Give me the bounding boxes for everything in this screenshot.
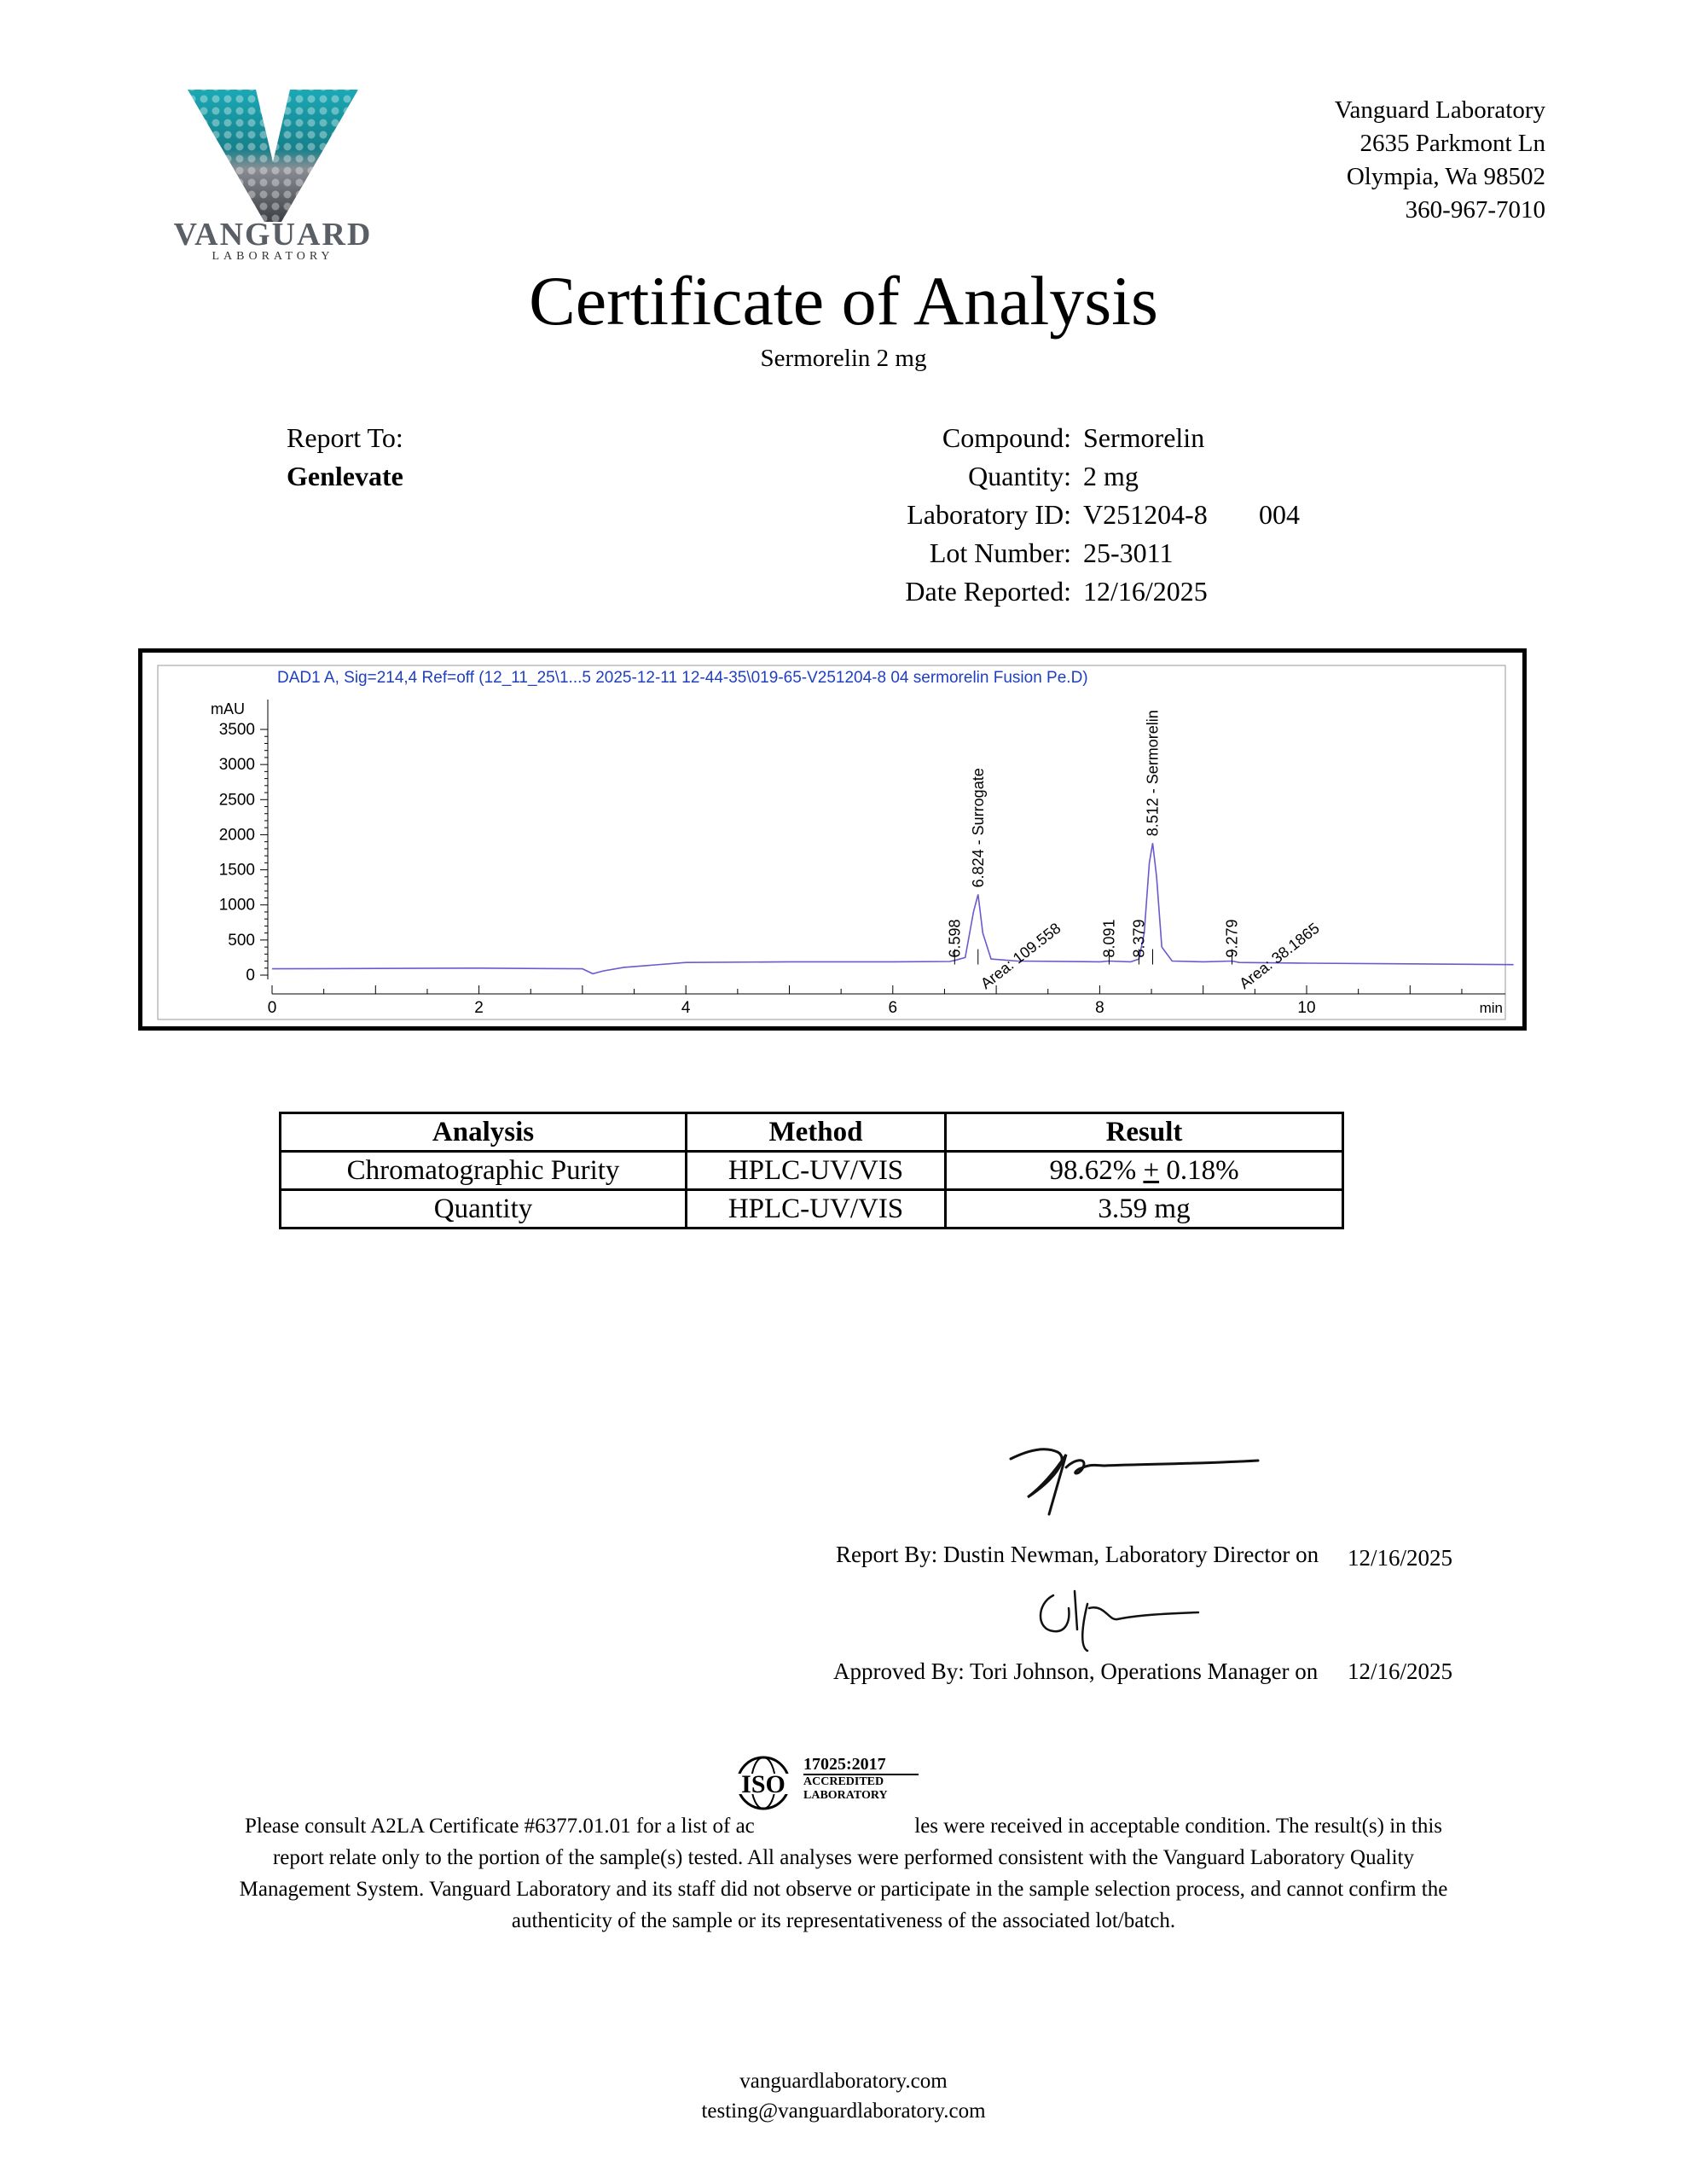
report-to-label: Report To: [287,422,403,453]
vanguard-logo [162,81,384,264]
x-tick-label: 10 [1297,999,1316,1017]
cell-method: HPLC-UV/VIS [687,1152,946,1190]
peak-label: 6.598 [946,919,964,958]
results-table [279,1112,1344,1229]
x-axis-label: min [1479,1000,1503,1016]
page-subtitle: Sermorelin 2 mg [760,345,927,372]
logo-v-mark [162,81,384,226]
address-line: 360-967-7010 [1405,196,1545,224]
signature-dustin-newman [994,1433,1275,1519]
table-row [281,1152,1343,1190]
y-tick-label: 3500 [218,721,255,739]
approved-by-text: Approved By: Tori Johnson, Operations Manager on [833,1658,1319,1684]
chart-inner-frame [158,665,1505,1019]
footer [0,2066,1687,2126]
date-reported-value: 12/16/2025 [1083,576,1208,607]
disclaimer-line: report relate only to the portion of the sample(s) tested. All analyses were performed consistent with the Vanguard Laboratory Quality [272,1846,1415,1869]
y-tick-label: 1500 [218,861,255,880]
peak-label: 8.379 [1130,919,1148,958]
quantity-value: 2 mg [1083,461,1139,491]
compound-label: Compound: [942,422,1071,453]
iso-mark-text: ISO [741,1770,786,1798]
chromatogram-frame [138,648,1527,1031]
chart-title: DAD1 A, Sig=214,4 Ref=off (12_11_25\1...5 2025-12-11 12-44-35\019-65-V251204-8 04 sermorelin Fusion Pe.D) [277,669,1088,687]
approved-by-date: 12/16/2025 [1348,1658,1453,1684]
header-result: Result [946,1113,1343,1152]
report-by-date: 12/16/2025 [1348,1545,1453,1571]
y-tick-label: 3000 [218,756,255,775]
cell-method: HPLC-UV/VIS [687,1190,946,1228]
x-tick-label: 2 [474,999,484,1017]
peak-label: 8.091 [1100,919,1118,958]
area-label: Area: 38.1865 [1236,919,1323,993]
iso-accredited: ACCREDITED [803,1775,884,1788]
x-tick-label: 4 [681,999,691,1017]
y-tick-label: 2000 [218,826,255,845]
compound-value: Sermorelin [1083,422,1205,453]
y-tick-label: 500 [228,931,255,950]
page-title: Certificate of Analysis [529,262,1158,340]
logo-sub-text: LABORATORY [212,250,334,263]
peak-label: 6.824 - Surrogate [969,768,987,888]
logo-brand-text: VANGUARD [173,217,373,253]
address-line: 2635 Parkmont Ln [1359,130,1545,157]
x-tick-label: 8 [1095,999,1104,1017]
y-tick-label: 2500 [218,791,255,810]
results-header-row [281,1113,1343,1152]
disclaimer-line: authenticity of the sample or its representativeness of the associated lot/batch. [511,1909,1176,1932]
chromatogram-chart [142,653,1522,1026]
cell-analysis: Chromatographic Purity [281,1152,687,1190]
disclaimer-line: Management System. Vanguard Laboratory and its staff did not observe or participate in the sample selection process, and cannot confirm the [239,1878,1448,1901]
chromatogram-trace [272,843,1514,973]
peak-label: 8.512 - Sermorelin [1144,710,1162,837]
x-tick-label: 0 [267,999,277,1017]
address-line: Vanguard Laboratory [1334,96,1545,124]
lab-id-value: V251204-8 [1083,499,1208,530]
lot-value: 25-3011 [1083,537,1174,568]
cell-result: 3.59 mg [946,1190,1343,1228]
lab-id-suffix: 004 [1259,499,1300,530]
disclaimer-line: Please consult A2LA Certificate #6377.01.01 for a list of ac les were received in acceptable condition. The result(s) in this [244,1815,1443,1838]
cell-analysis: Quantity [281,1190,687,1228]
signature-tori-johnson [1028,1578,1215,1655]
y-tick-label: 0 [246,967,255,985]
y-tick-label: 1000 [218,896,255,915]
cell-result [946,1152,1343,1190]
lab-address [1335,94,1545,227]
lot-label: Lot Number: [929,537,1071,568]
iso-text-block [803,1755,919,1803]
plus-minus-sign: + [1143,1154,1160,1186]
address-line: Olympia, Wa 98502 [1346,163,1545,190]
disclaimer-text [158,1810,1529,1937]
peak-label: 9.279 [1223,919,1241,958]
quantity-label: Quantity: [968,461,1071,491]
iso-standard: 17025:2017 [803,1755,919,1775]
iso-laboratory: LABORATORY [803,1789,888,1802]
header-method: Method [687,1113,946,1152]
footer-website: vanguardlaboratory.com [739,2070,948,2093]
header-analysis: Analysis [281,1113,687,1152]
y-axis-label: mAU [211,700,245,717]
report-to-name: Genlevate [287,461,403,491]
table-row [281,1190,1343,1228]
lab-id-label: Laboratory ID: [907,499,1071,530]
iso-globe-icon [725,1753,802,1813]
x-tick-label: 6 [888,999,898,1017]
report-by-text: Report By: Dustin Newman, Laboratory Director on [836,1542,1319,1567]
iso-accreditation-badge [725,1753,921,1813]
date-reported-label: Date Reported: [905,576,1071,607]
footer-email: testing@vanguardlaboratory.com [701,2100,986,2123]
purity-result: 98.62% + 0.18% [1049,1154,1239,1186]
area-label: Area: 109.558 [977,919,1064,993]
